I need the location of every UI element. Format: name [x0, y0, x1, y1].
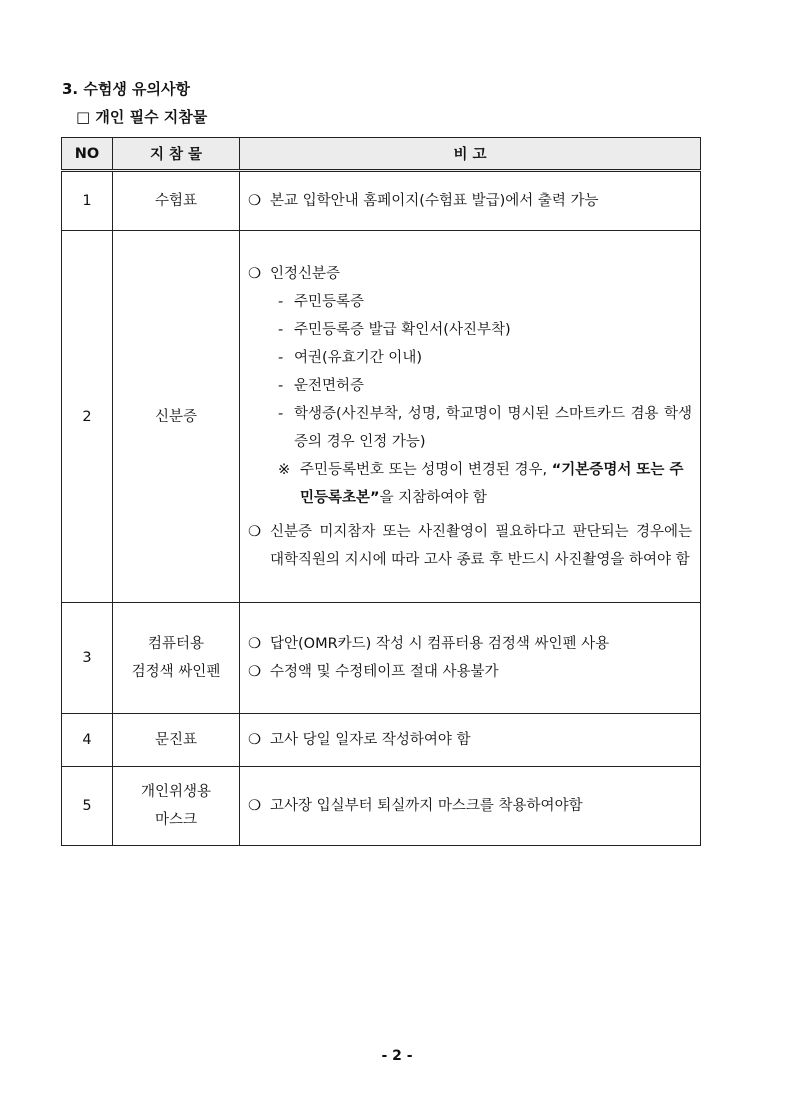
dash-bullet-icon: -: [278, 293, 284, 310]
note-text: 수정액 및 수정테이프 절대 사용불가: [270, 664, 499, 680]
reference-mark-icon: ※: [278, 461, 291, 478]
circle-bullet-icon: ❍: [248, 664, 261, 680]
note-text: 신분증 미지참자 또는 사진촬영이 필요하다고 판단되는 경우에는 대학직원의 지시에 따라 고사 종료 후 반드시 사진촬영을 하여야 함: [270, 523, 692, 568]
item-name-line: 마스크: [154, 812, 198, 828]
dash-bullet-icon: -: [278, 405, 284, 422]
sub-list-item: [248, 344, 692, 372]
table-row: [62, 767, 701, 846]
table-row: [62, 171, 701, 231]
item-name: [113, 767, 240, 846]
item-name-line: 컴퓨터용: [147, 636, 205, 652]
sub-note-text: 주민등록증: [294, 293, 365, 310]
note-text: 본교 입학안내 홈페이지(수험표 발급)에서 출력 가능: [270, 193, 599, 209]
sub-list-item: [248, 316, 692, 344]
table-header-row: [62, 138, 701, 171]
sub-list-item: [248, 372, 692, 400]
item-name: 신분증: [113, 231, 240, 603]
item-name-line: 검정색 싸인펜: [131, 664, 221, 680]
table-row: [62, 603, 701, 714]
row-number: 1: [62, 171, 113, 231]
row-number: 3: [62, 603, 113, 714]
dash-bullet-icon: -: [278, 377, 284, 394]
header-note: 비 고: [240, 138, 701, 171]
circle-bullet-icon: ❍: [248, 636, 261, 652]
item-name: [113, 603, 240, 714]
sub-note-text: 운전면허증: [294, 377, 365, 394]
sub-list-item: [248, 400, 692, 456]
header-item: 지 참 물: [113, 138, 240, 171]
section-title: 3. 수험생 유의사항: [62, 80, 191, 98]
sub-note-text: 학생증(사진부착, 성명, 학교명이 명시된 스마트카드 겸용 학생증의 경우 인정 가능): [294, 405, 692, 450]
reference-note-after: 을 지참하여야 함: [379, 489, 487, 506]
row-number: 4: [62, 714, 113, 767]
note-text: 고사장 입실부터 퇴실까지 마스크를 착용하여야함: [270, 798, 583, 814]
sub-list-item: [248, 288, 692, 316]
sub-note-text: 주민등록증 발급 확인서(사진부착): [294, 321, 511, 338]
note-cell: [240, 714, 701, 767]
item-name-line: 개인위생용: [140, 784, 212, 800]
reference-note-before: 주민등록번호 또는 성명이 변경된 경우,: [300, 461, 552, 478]
note-text: 인정신분증: [270, 265, 341, 282]
list-item: [248, 187, 692, 215]
note-cell: [240, 603, 701, 714]
page-number: - 2 -: [381, 1048, 413, 1064]
list-item: [248, 726, 692, 754]
list-item: [248, 792, 692, 820]
dash-bullet-icon: -: [278, 349, 284, 366]
list-item: [248, 630, 692, 658]
circle-bullet-icon: ❍: [248, 798, 261, 814]
row-number: 5: [62, 767, 113, 846]
circle-bullet-icon: ❍: [248, 193, 261, 209]
list-item: [248, 518, 692, 574]
note-cell: [240, 171, 701, 231]
sub-note-text: 여권(유효기간 이내): [294, 349, 422, 366]
note-text: 고사 당일 일자로 작성하여야 함: [270, 732, 471, 748]
required-items-table: [61, 137, 701, 846]
reference-note: [248, 456, 692, 512]
circle-bullet-icon: ❍: [248, 265, 261, 282]
row-number: 2: [62, 231, 113, 603]
list-item: [248, 658, 692, 686]
item-name: 문진표: [113, 714, 240, 767]
note-text: 답안(OMR카드) 작성 시 컴퓨터용 검정색 싸인펜 사용: [270, 636, 610, 652]
table-row: [62, 714, 701, 767]
dash-bullet-icon: -: [278, 321, 284, 338]
note-cell: [240, 767, 701, 846]
item-name: 수험표: [113, 171, 240, 231]
reference-note-text: [300, 456, 692, 512]
circle-bullet-icon: ❍: [248, 732, 261, 748]
header-no: NO: [62, 138, 113, 171]
subsection-title: □ 개인 필수 지참물: [76, 108, 208, 126]
reference-note-bold: “기본증명서 또는 주민등록초본”: [300, 461, 684, 506]
note-cell: [240, 231, 701, 603]
circle-bullet-icon: ❍: [248, 523, 261, 540]
list-item: [248, 260, 692, 288]
table-row: [62, 231, 701, 603]
